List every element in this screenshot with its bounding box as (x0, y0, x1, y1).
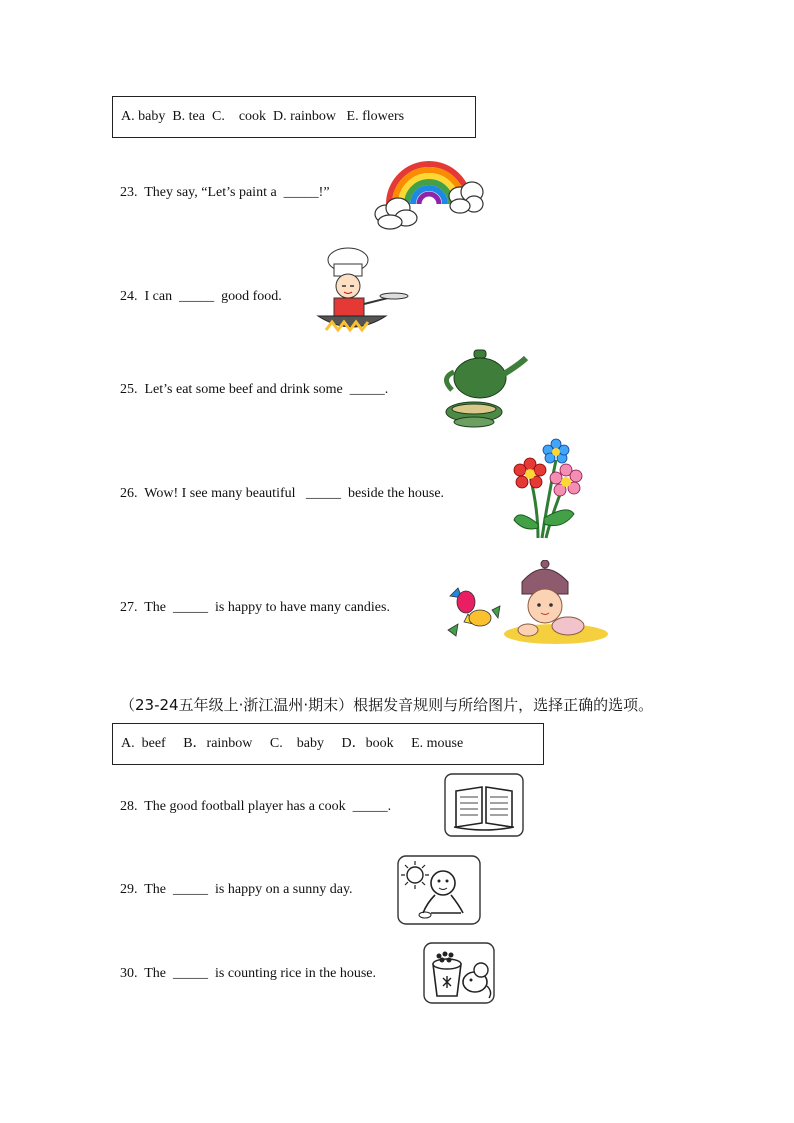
word-bank-box (112, 96, 476, 138)
word-bank-box-2 (112, 723, 544, 765)
question-25: 25. Let’s eat some beef and drink some _____. (120, 382, 389, 397)
mouse-rice-icon (423, 942, 495, 1004)
question-30: 30. The _____ is counting rice in the house. (120, 966, 376, 981)
baby-candy-icon (444, 560, 610, 648)
flowers-icon (508, 438, 584, 540)
question-24: 24. I can _____ good food. (120, 289, 282, 304)
section-heading: （23-24五年级上·浙江温州·期末）根据发音规则与所给图片，选择正确的选项。 (120, 696, 654, 714)
question-28: 28. The good football player has a cook _____. (120, 799, 392, 814)
chef-icon (312, 246, 412, 342)
book-icon (444, 773, 524, 837)
question-23: 23. They say, “Let’s paint a _____!” (120, 185, 330, 200)
question-27: 27. The _____ is happy to have many candies. (120, 600, 390, 615)
rainbow-icon (374, 152, 484, 232)
teapot-icon (440, 346, 530, 430)
word-bank-text: A. baby B. tea C. cook D. rainbow E. flowers (121, 109, 405, 124)
baby-sun-icon (397, 855, 481, 925)
question-29: 29. The _____ is happy on a sunny day. (120, 882, 353, 897)
word-bank-text-2: A. beef B．rainbow C. baby D．book E. mouse (121, 736, 464, 751)
question-26: 26. Wow! I see many beautiful _____ beside the house. (120, 486, 445, 501)
